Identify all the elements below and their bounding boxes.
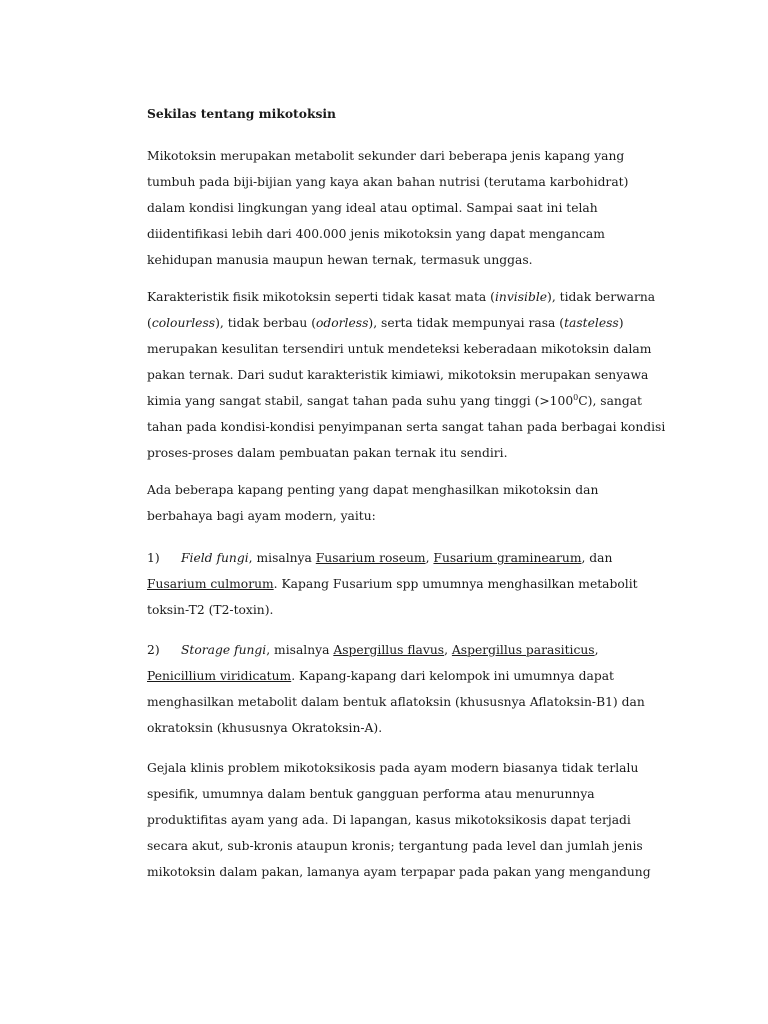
list-number: 2)	[147, 643, 160, 657]
species-name: Fusarium culmorum	[147, 577, 274, 591]
item2-line: Penicillium viridicatum. Kapang-kapang dari kelompok ini umumnya dapat	[147, 669, 614, 683]
p4-line: mikotoksin dalam pakan, lamanya ayam terpapar pada pakan yang mengandung	[147, 865, 651, 879]
paragraph-3	[147, 477, 667, 529]
p1-line: kehidupan manusia maupun hewan ternak, termasuk unggas.	[147, 253, 533, 267]
paragraph-1	[147, 143, 667, 273]
p2-line: proses-proses dalam pembuatan pakan ternak itu sendiri.	[147, 446, 508, 460]
species-name: Fusarium graminearum	[433, 551, 582, 565]
p1-line: diidentifikasi lebih dari 400.000 jenis mikotoksin yang dapat mengancam	[147, 227, 605, 241]
p2-line: kimia yang sangat stabil, sangat tahan pada suhu yang tinggi $(>100^0C)$, sangat	[147, 392, 642, 408]
species-name: Aspergillus flavus	[333, 643, 445, 657]
species-name: Aspergillus parasiticus	[451, 643, 595, 657]
p2-line: pakan ternak. Dari sudut karakteristik kimiawi, mikotoksin merupakan senyawa	[147, 368, 649, 382]
species-name: Fusarium roseum	[315, 551, 426, 565]
title-text: Sekilas tentang mikotoksin	[147, 106, 336, 121]
p3-line: berbahaya bagi ayam modern, yaitu:	[147, 509, 376, 523]
list-item-2	[147, 637, 667, 741]
species-name: Penicillium viridicatum	[147, 669, 292, 683]
p4-line: secara akut, sub-kronis ataupun kronis; tergantung pada level dan jumlah jenis	[147, 839, 643, 853]
paragraph-2	[147, 284, 667, 466]
paragraph-4	[147, 755, 667, 885]
item2-line: 2) Storage fungi, misalnya Aspergillus flavus, Aspergillus parasiticus,	[147, 637, 667, 663]
p1-line: Mikotoksin merupakan metabolit sekunder dari beberapa jenis kapang yang	[147, 149, 625, 163]
item1-line: 1) Field fungi, misalnya Fusarium roseum, Fusarium graminearum, dan	[147, 545, 667, 571]
p4-line: spesifik, umumnya dalam bentuk gangguan performa atau menurunnya	[147, 787, 595, 801]
p2-line: tahan pada kondisi-kondisi penyimpanan serta sangat tahan pada berbagai kondisi	[147, 420, 666, 434]
section-title	[147, 101, 667, 127]
list-item-1	[147, 545, 667, 623]
item2-line: okratoksin (khususnya Okratoksin-A).	[147, 721, 383, 735]
item2-line: menghasilkan metabolit dalam bentuk aflatoksin (khususnya Aflatoksin-B1) dan	[147, 695, 645, 709]
item1-line: Fusarium culmorum. Kapang Fusarium spp umumnya menghasilkan metabolit	[147, 577, 638, 591]
p4-line: Gejala klinis problem mikotoksikosis pada ayam modern biasanya tidak terlalu	[147, 761, 639, 775]
p3-line: Ada beberapa kapang penting yang dapat menghasilkan mikotoksin dan	[147, 483, 599, 497]
p2-line: Karakteristik fisik mikotoksin seperti tidak kasat mata (invisible), tidak berwarna	[147, 290, 656, 304]
p1-line: tumbuh pada biji-bijian yang kaya akan bahan nutrisi (terutama karbohidrat)	[147, 175, 629, 189]
item1-line: toksin-T2 (T2-toxin).	[147, 603, 274, 617]
list-number: 1)	[147, 551, 160, 565]
p2-line: merupakan kesulitan tersendiri untuk mendeteksi keberadaan mikotoksin dalam	[147, 342, 652, 356]
p2-line: (colourless), tidak berbau (odorless), serta tidak mempunyai rasa (tasteless)	[147, 316, 624, 330]
p1-line: dalam kondisi lingkungan yang ideal atau optimal. Sampai saat ini telah	[147, 201, 598, 215]
p4-line: produktifitas ayam yang ada. Di lapangan, kasus mikotoksikosis dapat terjadi	[147, 813, 631, 827]
